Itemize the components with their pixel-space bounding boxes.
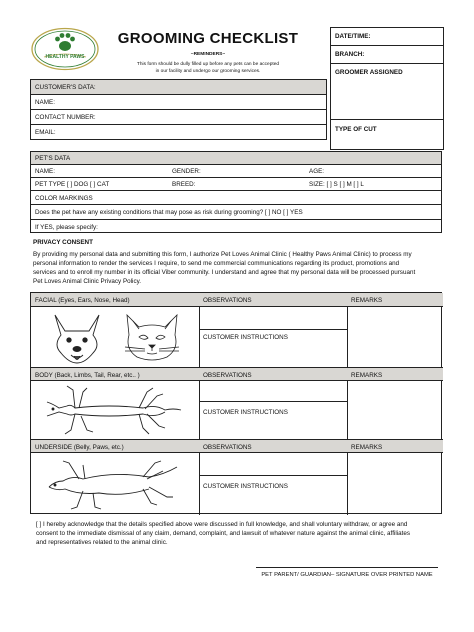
breed-label: BREED: [172,181,196,188]
signature-line[interactable] [256,567,438,568]
contact-number-label: CONTACT NUMBER: [35,114,96,121]
privacy-text-line: services and to enroll my number in its official Viber community. I understand and agree that my personal data will be processed pursuant [33,269,416,276]
subtitle-line-1: This form should be dully filled up before any pets can be accepted [136,62,280,67]
reminders-label: ~REMINDERS~ [190,52,226,57]
facial-section-label: FACIAL (Eyes, Ears, Nose, Head) [35,297,130,304]
email-label: EMAIL: [35,129,56,136]
body-instructions-label: CUSTOMER INSTRUCTIONS [203,409,288,416]
body-remarks-label: REMARKS [351,372,383,379]
date-time-label: DATE/TIME: [335,33,371,40]
color-markings-field[interactable] [31,191,441,205]
customer-name-field[interactable] [31,95,326,110]
body-topview-illustration [39,384,189,438]
subtitle-line-2: in our facility and undergo our grooming services. [155,69,261,74]
pet-name-label: NAME: [35,168,55,175]
customer-data-table [30,79,327,140]
cat-face-illustration [119,313,185,363]
customer-data-header: CUSTOMER'S DATA: [35,84,96,91]
body-section-label: BODY (Back, Limbs, Tail, Rear, etc.. ) [35,372,140,379]
privacy-text-line: Pet Loves Animal Clinic Privacy Policy. [33,278,142,285]
size-checkboxes[interactable]: SIZE: [ ] S [ ] M [ ] L [309,181,364,188]
facial-remarks-field[interactable] [348,308,443,367]
acknowledgement-checkbox-line[interactable]: [ ] I hereby acknowledge that the details specified above were discussed in full knowledge, and shall voluntary withdraw, or agree and [36,521,408,528]
facial-remarks-label: REMARKS [351,297,383,304]
privacy-consent-title: PRIVACY CONSENT [33,239,93,246]
signature-label: PET PARENT/ GUARDIAN– SIGNATURE OVER PRINTED NAME [261,572,433,578]
privacy-text-line: By providing my personal data and submitting this form, I authorize Pet Loves Animal Clinic ( Healthy Paws Animal Clinic) to process my [33,251,412,258]
body-remarks-field[interactable] [348,382,443,439]
clinic-logo [30,27,100,71]
privacy-text-line: personal information to render the services I require, to send me commercial communications regarding its product, promotions and [33,260,400,267]
existing-conditions-question[interactable]: Does the pet have any existing conditions that may pose as risk during grooming? [ ] NO [ ] YES [35,209,303,216]
body-observations-field[interactable] [200,382,347,401]
underside-remarks-label: REMARKS [351,444,383,451]
underside-observations-field[interactable] [200,454,347,475]
facial-instructions-label: CUSTOMER INSTRUCTIONS [203,334,288,341]
branch-label: BRANCH: [335,51,365,58]
underside-illustration [39,457,189,513]
facial-observations-label: OBSERVATIONS [203,297,252,304]
underside-remarks-field[interactable] [348,454,443,515]
acknowledgement-line: consent to the immediate dismissal of any claim, demand, complaint, and lawsuit of whatever nature against the animal clinic, affiliates [36,530,411,537]
pet-type-checkboxes[interactable]: PET TYPE [ ] DOG [ ] CAT [35,181,110,188]
type-of-cut-label: TYPE OF CUT [335,126,377,133]
email-field[interactable] [31,125,326,141]
logo-text: HEALTHY PAWS [45,54,85,60]
underside-instructions-label: CUSTOMER INSTRUCTIONS [203,483,288,490]
pet-data-header: PET'S DATA [35,155,71,162]
facial-observations-field[interactable] [200,308,347,329]
underside-observations-label: OBSERVATIONS [203,444,252,451]
branch-info-box [330,27,444,150]
customer-name-label: NAME: [35,99,55,106]
groomer-assigned-label: GROOMER ASSIGNED [335,69,403,76]
gender-label: GENDER: [172,168,201,175]
underside-section-label: UNDERSIDE (Belly, Paws, etc.) [35,444,124,451]
age-label: AGE: [309,168,325,175]
dog-face-illustration [45,311,109,365]
contact-number-field[interactable] [31,110,326,125]
body-observations-label: OBSERVATIONS [203,372,252,379]
page-title: GROOMING CHECKLIST [117,30,299,47]
pet-data-table [30,151,442,233]
acknowledgement-line: and representatives related to the animal clinic. [36,539,168,546]
color-markings-label: COLOR MARKINGS [35,195,93,202]
specify-label: If YES, please specify: [35,224,98,231]
specify-field[interactable] [31,220,441,234]
examination-table [30,292,442,514]
